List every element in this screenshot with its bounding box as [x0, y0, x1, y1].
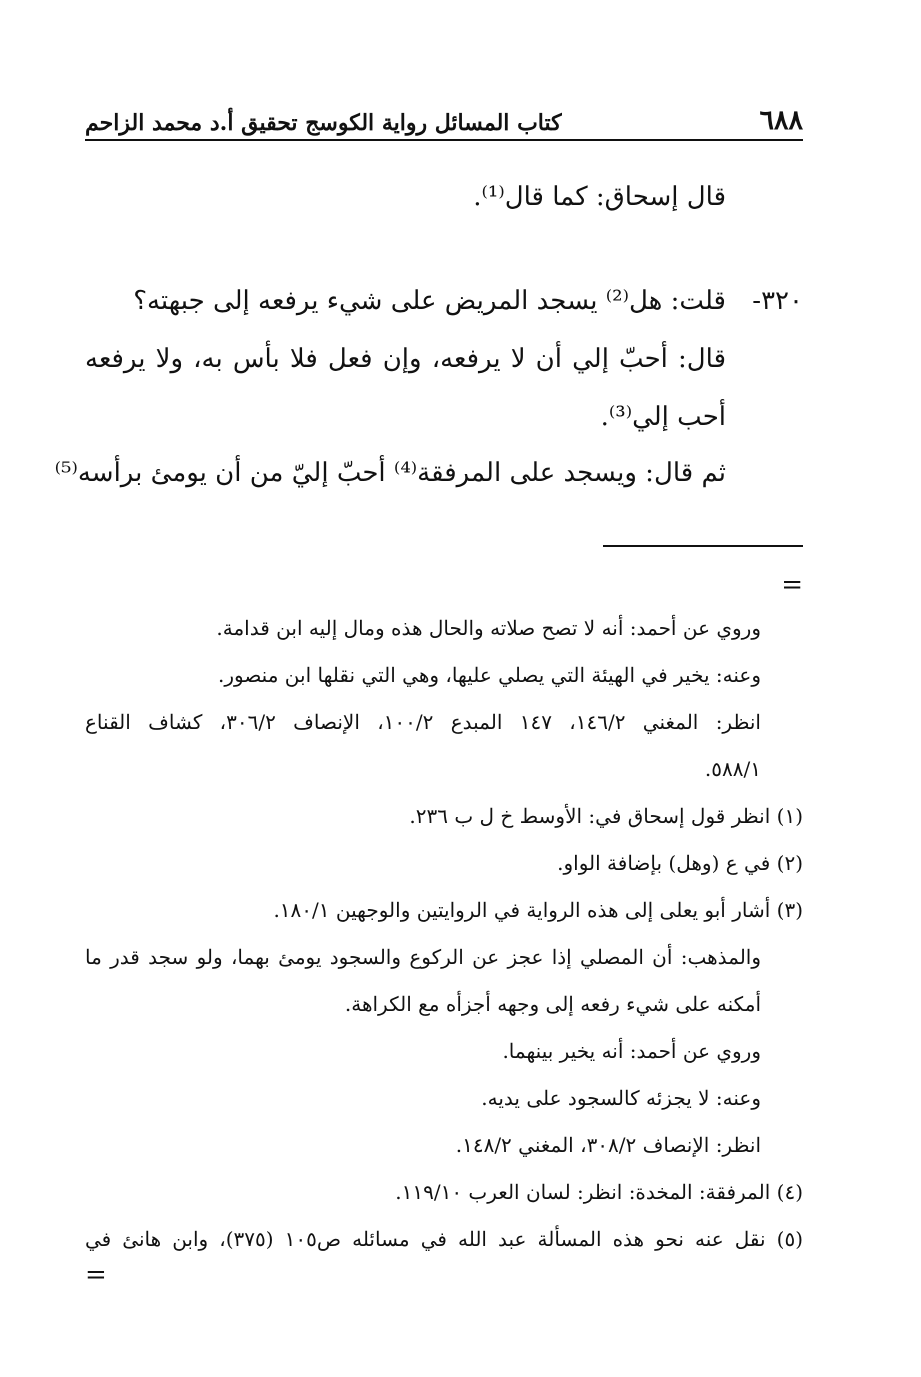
footnote-3-line-5: وعنه: لا يجزئه كالسجود على يديه. [481, 1086, 761, 1110]
main-line-4: أحب إلي⁽³⁾. [600, 402, 726, 432]
footnote-2: (٢) في ع (وهل) بإضافة الواو. [557, 851, 803, 875]
main-line-3: قال: أحبّ إلي أن لا يرفعه، وإن فعل فلا بأس به، ولا يرفعه [85, 344, 726, 374]
footnote-rule [603, 545, 803, 547]
footnote-1: (١) انظر قول إسحاق في: الأوسط خ ل ب ٢٣٦. [409, 804, 803, 828]
page-number: ٦٨٨ [759, 105, 803, 136]
footnote-cont-line-1: وروي عن أحمد: أنه لا تصح صلاته والحال هذه ومال إليه ابن قدامة. [216, 616, 761, 640]
footnote-cont-line-3: انظر: المغني ١٤٦/٢، ١٤٧ المبدع ١٠٠/٢، الإنصاف ٣٠٦/٢، كشاف القناع [85, 710, 761, 734]
running-title: كتاب المسائل رواية الكوسج تحقيق أ.د محمد الزاحم [85, 110, 562, 136]
footnote-3-line-3: أمكنه على شيء رفعه إلى وجهه أجزأه مع الكراهة. [344, 992, 761, 1016]
end-continuation-mark: = [85, 1260, 107, 1290]
issue-question: قلت: هل⁽²⁾ يسجد المريض على شيء يرفعه إلى جبهته؟ [133, 286, 726, 316]
footnote-cont-line-4: ٥٨٨/١. [704, 757, 761, 781]
header-rule [85, 139, 803, 141]
page-header [85, 92, 803, 136]
main-line-5: ثم قال: ويسجد على المرفقة⁽⁴⁾ أحبّ إليّ من أن يومئ برأسه⁽⁵⁾ [54, 458, 726, 488]
footnote-3: (٣) أشار أبو يعلى إلى هذه الرواية في الروايتين والوجهين ١٨٠/١. [273, 898, 803, 922]
continuation-mark: = [781, 570, 803, 600]
footnote-4: (٤) المرفقة: المخدة: انظر: لسان العرب ١١٩/١٠. [395, 1180, 803, 1204]
main-line-1: قال إسحاق: كما قال⁽¹⁾. [473, 182, 726, 212]
footnote-cont-line-2: وعنه: يخير في الهيئة التي يصلي عليها، وهي التي نقلها ابن منصور. [217, 663, 761, 687]
issue-number: ٣٢٠- [752, 286, 803, 316]
footnote-5: (٥) نقل عنه نحو هذه المسألة عبد الله في مسائله ص١٠٥ (٣٧٥)، وابن هانئ في [85, 1227, 803, 1251]
footnote-3-line-2: والمذهب: أن المصلي إذا عجز عن الركوع والسجود يومئ بهما، ولو سجد قدر ما [85, 945, 761, 969]
footnote-3-line-4: وروي عن أحمد: أنه يخير بينهما. [502, 1039, 761, 1063]
footnote-3-line-6: انظر: الإنصاف ٣٠٨/٢، المغني ١٤٨/٢. [455, 1133, 761, 1157]
